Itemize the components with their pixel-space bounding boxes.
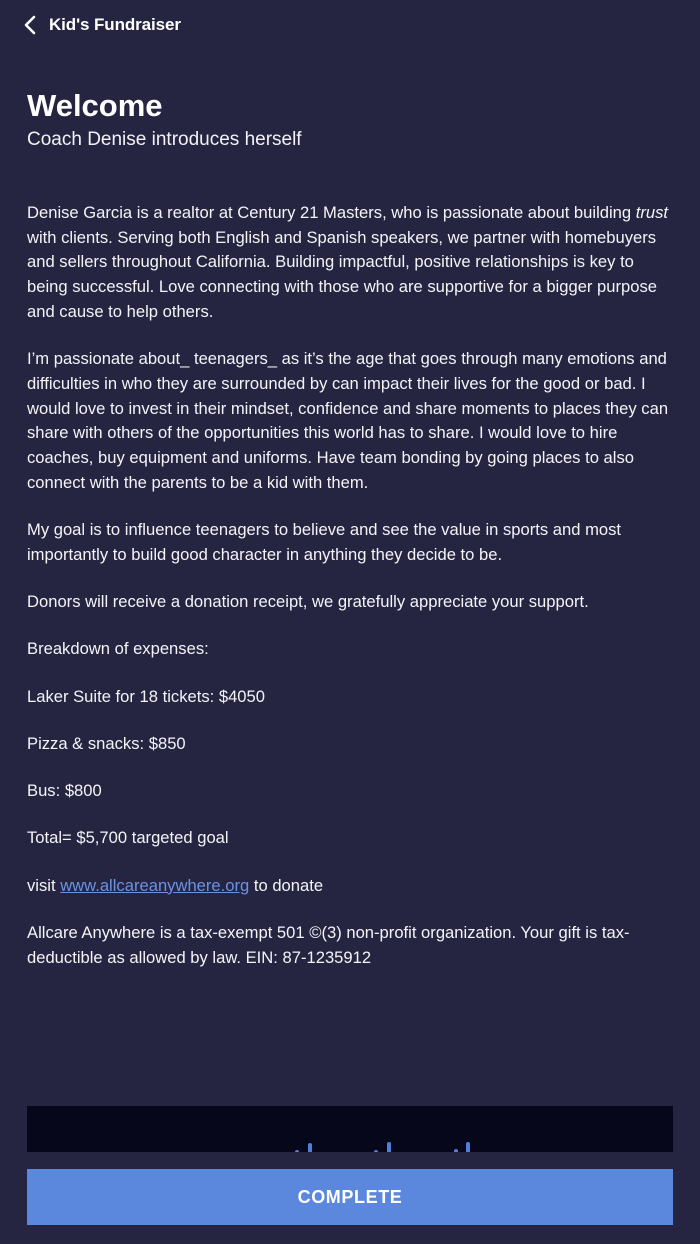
paragraph-breakdown: Breakdown of expenses: xyxy=(27,639,209,659)
fundraiser-description xyxy=(27,201,677,970)
waveform-bar xyxy=(387,1142,391,1152)
emphasis-text: trust xyxy=(635,203,669,222)
complete-button[interactable]: COMPLETE xyxy=(27,1169,673,1225)
chevron-left-icon xyxy=(18,12,44,38)
page-title: Welcome xyxy=(27,88,163,123)
media-preview[interactable] xyxy=(27,1106,673,1152)
paragraph-passion: I’m passionate about_ teenagers_ as it’s the age that goes through many emotions and difficulties in who they are surrounded by can impact their lives for the good or bad. I would love to invest in their mindset, confidence and share moments to places they can share with others of the opportunities this world has to share. I would love to hire coaches, buy equipment and uniforms. Have team bonding by going places to also connect with the parents to be a kid with them. xyxy=(27,349,669,492)
page-subtitle: Coach Denise introduces herself xyxy=(27,129,302,150)
expense-bus: Bus: $800 xyxy=(27,781,102,801)
paragraph-tax-info: Allcare Anywhere is a tax-exempt 501 ©(3) non-profit organization. Your gift is tax-deductible as allowed by law. EIN: 87-1235912 xyxy=(27,923,630,967)
waveform-bar xyxy=(466,1142,470,1152)
waveform-bar xyxy=(295,1150,299,1152)
main-content xyxy=(27,86,677,993)
nav-title: Kid's Fundraiser xyxy=(49,15,181,34)
back-button[interactable] xyxy=(18,12,44,38)
expense-tickets: Laker Suite for 18 tickets: $4050 xyxy=(27,686,265,706)
expense-food: Pizza & snacks: $850 xyxy=(27,733,186,753)
waveform-bar xyxy=(454,1149,458,1152)
waveform-bar xyxy=(374,1150,378,1152)
expense-total: Total= $5,700 targeted goal xyxy=(27,828,229,848)
waveform-bar xyxy=(308,1143,312,1152)
donate-link[interactable]: www.allcareanywhere.org xyxy=(60,875,250,895)
paragraph-intro: Denise Garcia is a realtor at Century 21 Masters, who is passionate about building trust with clients. Serving both English and Spanish speakers, we partner with homebuyers and sellers throughout California. Building impactful, positive relationships is key to being successful. Love connecting with those who are supportive for a bigger purpose and cause to help others. xyxy=(27,203,669,321)
paragraph-receipt: Donors will receive a donation receipt, we gratefully appreciate your support. xyxy=(27,591,589,611)
top-bar xyxy=(0,0,700,50)
paragraph-goal: My goal is to influence teenagers to believe and see the value in sports and most importantly to build good character in anything they decide to be. xyxy=(27,519,622,564)
paragraph-visit: visit www.allcareanywhere.org to donate xyxy=(27,875,324,895)
